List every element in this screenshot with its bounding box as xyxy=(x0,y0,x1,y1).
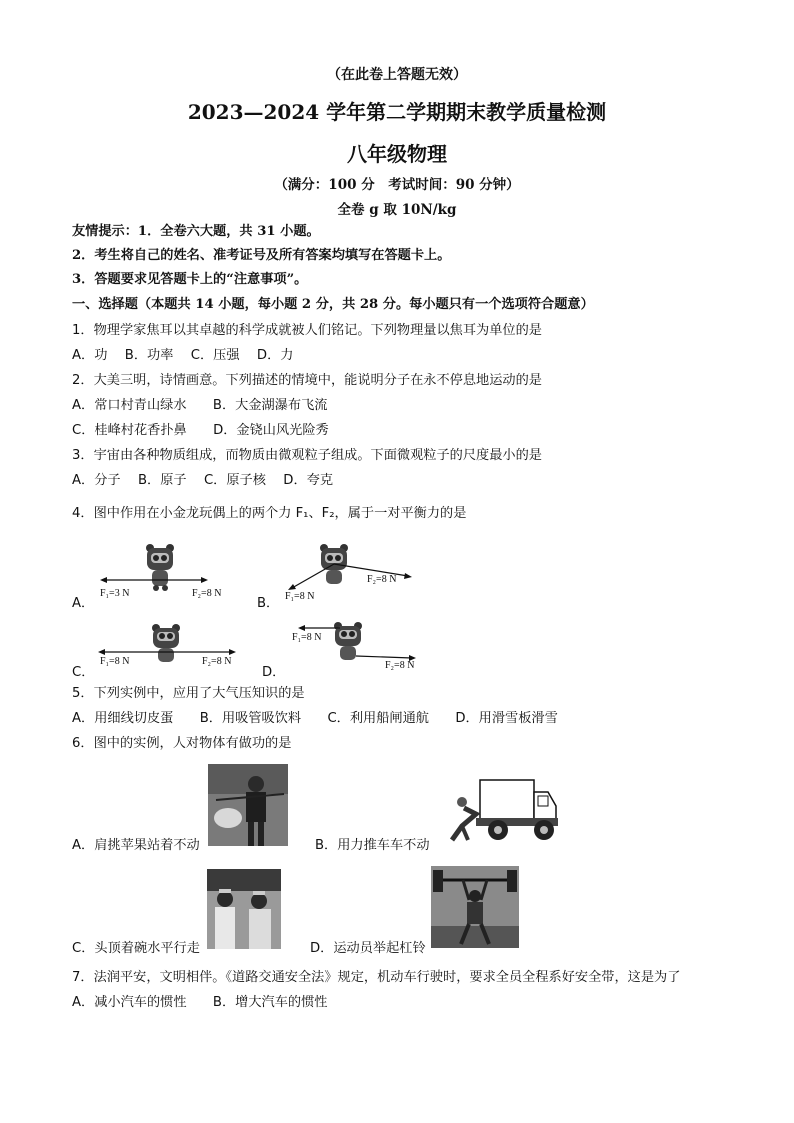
exam-title: 2023—2024 学年第二学期期末教学质量检测 xyxy=(187,100,607,124)
q5-stem: 5．下列实例中，应用了大气压知识的是 xyxy=(72,686,305,701)
q6-b-truck-drawing xyxy=(440,774,560,844)
q4-d-f2-label: F₂=8 N xyxy=(385,660,415,671)
tip-3: 3．答题要求见答题卡上的“注意事项”。 xyxy=(72,272,308,287)
q2-stem: 2．大美三明，诗情画意。下列描述的情境中，能说明分子在永不停息地运动的是 xyxy=(72,373,542,388)
q4-b-f1-label: F₁=8 N xyxy=(285,591,315,602)
q1-options: A．功 B．功率 C．压强 D．力 xyxy=(72,348,294,363)
tip-2: 2．考生将自己的姓名、准考证号及所有答案均填写在答题卡上。 xyxy=(72,248,451,263)
q4-option-c-letter: C． xyxy=(72,665,95,680)
q4-option-a-letter: A． xyxy=(72,596,95,611)
q1-stem: 1．物理学家焦耳以其卓越的科学成就被人们铭记。下列物理量以焦耳为单位的是 xyxy=(72,323,542,338)
q4-option-b-letter: B． xyxy=(257,596,280,611)
exam-note: （在此卷上答题无效） xyxy=(327,67,467,83)
q4-option-d-letter: D． xyxy=(262,665,286,680)
exam-constant: 全卷 g 取 10N/kg xyxy=(337,202,457,218)
exam-subject: 八年级物理 xyxy=(347,142,447,166)
dragon-toy-icon xyxy=(152,624,180,662)
q6-option-b: B．用力推车车不动 xyxy=(315,838,430,853)
q2-options-ab: A．常口村青山绿水 B．大金湖瀑布飞流 xyxy=(72,398,328,413)
q4-b-f2-label: F₂=8 N xyxy=(367,574,397,585)
q6-a-photo xyxy=(208,764,288,846)
q3-options: A．分子 B．原子 C．原子核 D．夸克 xyxy=(72,473,334,488)
dragon-toy-icon xyxy=(146,544,174,591)
q6-option-c: C．头顶着碗水平行走 xyxy=(72,941,200,956)
tip-1: 友情提示：1．全卷六大题，共 31 小题。 xyxy=(72,224,320,239)
q6-option-a: A．肩挑苹果站着不动 xyxy=(72,838,200,853)
q4-stem: 4．图中作用在小金龙玩偶上的两个力 F₁、F₂，属于一对平衡力的是 xyxy=(72,506,467,521)
q4-c-f1-label: F₁=8 N xyxy=(100,656,130,667)
q7-stem: 7．法润平安，文明相伴。《道路交通安全法》规定，机动车行驶时，要求全员全程系好安全带，这是为了 xyxy=(72,970,681,985)
q6-stem: 6．图中的实例，人对物体有做功的是 xyxy=(72,736,292,751)
q7-options: A．减小汽车的惯性 B．增大汽车的惯性 xyxy=(72,995,328,1010)
q3-stem: 3．宇宙由各种物质组成，而物质由微观粒子组成。下面微观粒子的尺度最小的是 xyxy=(72,448,542,463)
q6-option-d: D．运动员举起杠铃 xyxy=(310,941,426,956)
q4-c-f2-label: F₂=8 N xyxy=(202,656,232,667)
q4-a-f1-label: F₁=3 N xyxy=(100,588,130,599)
section-heading: 一、选择题（本题共 14 小题，每小题 2 分，共 28 分。每小题只有一个选项符合题意） xyxy=(72,297,594,312)
q4-a-f2-label: F₂=8 N xyxy=(192,588,222,599)
q6-d-photo xyxy=(431,866,519,948)
q2-options-cd: C．桂峰村花香扑鼻 D．金铙山风光险秀 xyxy=(72,423,329,438)
q4-d-f1-label: F₁=8 N xyxy=(292,632,322,643)
q5-options: A．用细线切皮蛋 B．用吸管吸饮料 C．利用船闸通航 D．用滑雪板滑雪 xyxy=(72,711,558,726)
exam-info: （满分：100 分 考试时间：90 分钟） xyxy=(274,177,520,193)
q6-c-photo xyxy=(207,869,281,949)
